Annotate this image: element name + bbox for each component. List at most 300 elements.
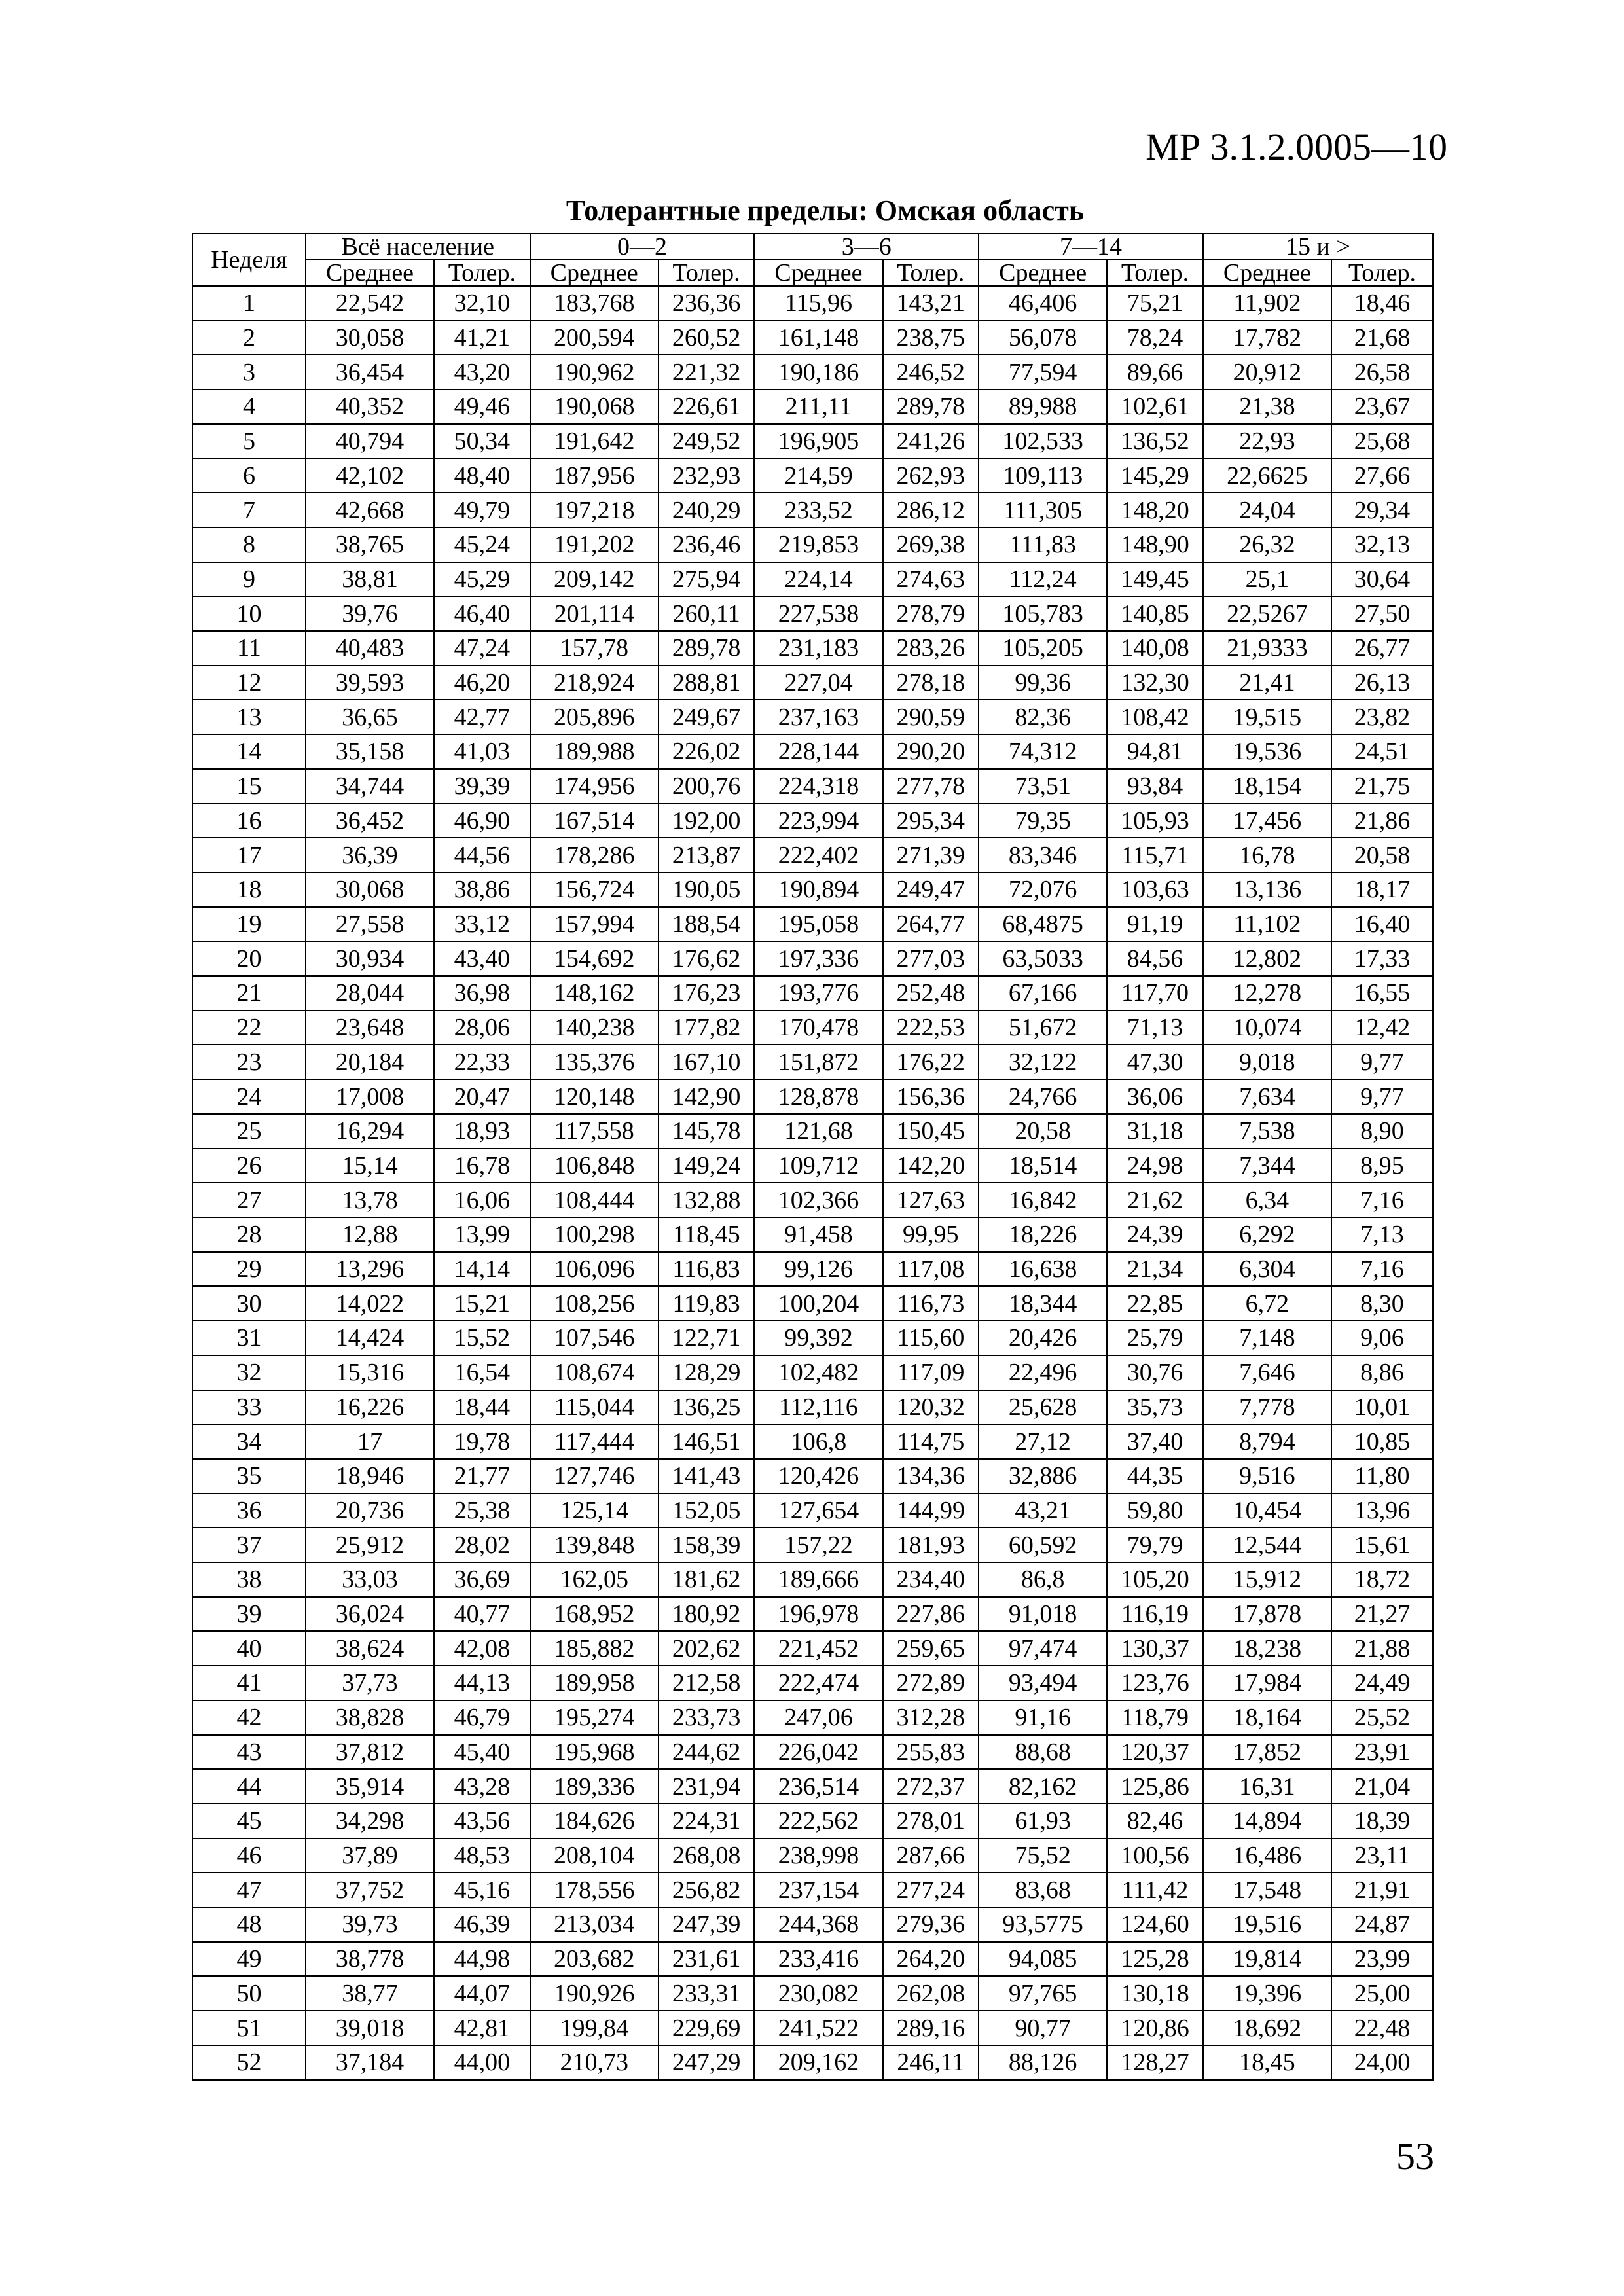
table-cell: 190,894 (754, 872, 882, 907)
table-cell: 120,37 (1107, 1735, 1203, 1770)
sub-header-cell: Среднее (530, 260, 659, 286)
table-cell: 139,848 (530, 1528, 659, 1562)
table-cell: 37,73 (306, 1666, 434, 1700)
page-number: 53 (1396, 2135, 1434, 2178)
week-cell: 38 (192, 1562, 306, 1597)
table-cell: 88,68 (979, 1735, 1107, 1770)
table-cell: 83,68 (979, 1873, 1107, 1907)
table-cell: 278,01 (883, 1804, 979, 1839)
table-cell: 22,48 (1331, 2011, 1433, 2045)
table-row (192, 1149, 1433, 1183)
table-cell: 89,988 (979, 389, 1107, 424)
table-cell: 145,78 (659, 1114, 755, 1149)
table-cell: 190,186 (754, 355, 882, 389)
table-cell: 22,542 (306, 286, 434, 321)
sub-header-cell: Толер. (1331, 260, 1433, 286)
table-cell: 156,36 (883, 1079, 979, 1114)
table-cell: 145,29 (1107, 459, 1203, 493)
table-cell: 25,00 (1331, 1976, 1433, 2011)
table-cell: 6,34 (1203, 1183, 1331, 1217)
table-row (192, 2011, 1433, 2045)
table-cell: 226,61 (659, 389, 755, 424)
table-cell: 115,044 (530, 1390, 659, 1425)
table-cell: 193,776 (754, 976, 882, 1011)
table-cell: 27,50 (1331, 596, 1433, 631)
table-cell: 108,42 (1107, 700, 1203, 734)
table-cell: 13,99 (434, 1217, 530, 1252)
table-cell: 105,20 (1107, 1562, 1203, 1597)
week-cell: 28 (192, 1217, 306, 1252)
table-cell: 75,21 (1107, 286, 1203, 321)
table-cell: 277,03 (883, 941, 979, 976)
table-cell: 219,853 (754, 528, 882, 562)
table-cell: 37,40 (1107, 1424, 1203, 1459)
table-cell: 249,67 (659, 700, 755, 734)
table-cell: 262,08 (883, 1976, 979, 2011)
sub-header-cell: Среднее (979, 260, 1107, 286)
table-cell: 183,768 (530, 286, 659, 321)
week-cell: 50 (192, 1976, 306, 2011)
table-cell: 83,346 (979, 838, 1107, 872)
table-cell: 18,46 (1331, 286, 1433, 321)
table-cell: 74,312 (979, 734, 1107, 769)
table-cell: 19,814 (1203, 1942, 1331, 1977)
table-cell: 10,074 (1203, 1011, 1331, 1045)
table-cell: 157,994 (530, 907, 659, 942)
table-cell: 40,483 (306, 631, 434, 666)
table-cell: 36,69 (434, 1562, 530, 1597)
table-cell: 16,486 (1203, 1839, 1331, 1873)
table-row (192, 1907, 1433, 1942)
table-row (192, 976, 1433, 1011)
table-cell: 176,23 (659, 976, 755, 1011)
table-row (192, 734, 1433, 769)
table-cell: 17 (306, 1424, 434, 1459)
sub-header-cell: Толер. (883, 260, 979, 286)
table-cell: 149,45 (1107, 562, 1203, 597)
table-cell: 191,202 (530, 528, 659, 562)
table-cell: 117,08 (883, 1252, 979, 1287)
table-cell: 140,08 (1107, 631, 1203, 666)
week-cell: 21 (192, 976, 306, 1011)
table-cell: 20,47 (434, 1079, 530, 1114)
week-cell: 46 (192, 1839, 306, 1873)
table-row (192, 1424, 1433, 1459)
table-cell: 36,65 (306, 700, 434, 734)
table-cell: 278,79 (883, 596, 979, 631)
table-cell: 17,008 (306, 1079, 434, 1114)
table-cell: 148,162 (530, 976, 659, 1011)
table-cell: 208,104 (530, 1839, 659, 1873)
table-cell: 16,78 (434, 1149, 530, 1183)
table-cell: 118,79 (1107, 1700, 1203, 1735)
table-row (192, 1804, 1433, 1839)
table-cell: 149,24 (659, 1149, 755, 1183)
table-cell: 38,77 (306, 1976, 434, 2011)
table-cell: 79,79 (1107, 1528, 1203, 1562)
table-cell: 109,113 (979, 459, 1107, 493)
table-cell: 260,52 (659, 321, 755, 355)
table-cell: 102,61 (1107, 389, 1203, 424)
table-cell: 13,296 (306, 1252, 434, 1287)
week-cell: 12 (192, 666, 306, 700)
table-cell: 93,84 (1107, 769, 1203, 804)
table-row (192, 1631, 1433, 1666)
table-row (192, 838, 1433, 872)
table-cell: 28,02 (434, 1528, 530, 1562)
table-cell: 227,86 (883, 1597, 979, 1632)
table-cell: 236,46 (659, 528, 755, 562)
table-cell: 91,458 (754, 1217, 882, 1252)
table-cell: 12,544 (1203, 1528, 1331, 1562)
table-cell: 213,034 (530, 1907, 659, 1942)
week-cell: 32 (192, 1355, 306, 1390)
table-cell: 117,70 (1107, 976, 1203, 1011)
table-cell: 120,32 (883, 1390, 979, 1425)
table-row (192, 1252, 1433, 1287)
table-cell: 23,648 (306, 1011, 434, 1045)
table-row (192, 1839, 1433, 1873)
table-row (192, 631, 1433, 666)
table-cell: 34,744 (306, 769, 434, 804)
table-cell: 44,98 (434, 1942, 530, 1977)
table-cell: 23,99 (1331, 1942, 1433, 1977)
table-cell: 157,78 (530, 631, 659, 666)
table-cell: 38,778 (306, 1942, 434, 1977)
week-cell: 16 (192, 804, 306, 838)
table-cell: 31,18 (1107, 1114, 1203, 1149)
table-cell: 274,63 (883, 562, 979, 597)
table-cell: 177,82 (659, 1011, 755, 1045)
table-cell: 36,024 (306, 1597, 434, 1632)
table-cell: 6,304 (1203, 1252, 1331, 1287)
table-cell: 249,47 (883, 872, 979, 907)
table-cell: 16,31 (1203, 1769, 1331, 1804)
table-cell: 23,91 (1331, 1735, 1433, 1770)
table-cell: 22,5267 (1203, 596, 1331, 631)
table-cell: 105,93 (1107, 804, 1203, 838)
table-cell: 229,69 (659, 2011, 755, 2045)
table-cell: 84,56 (1107, 941, 1203, 976)
table-cell: 61,93 (979, 1804, 1107, 1839)
week-cell: 8 (192, 528, 306, 562)
table-cell: 106,8 (754, 1424, 882, 1459)
table-cell: 15,61 (1331, 1528, 1433, 1562)
week-cell: 52 (192, 2045, 306, 2080)
table-row (192, 1011, 1433, 1045)
table-cell: 283,26 (883, 631, 979, 666)
table-cell: 42,81 (434, 2011, 530, 2045)
table-cell: 200,594 (530, 321, 659, 355)
table-cell: 178,556 (530, 1873, 659, 1907)
table-cell: 176,62 (659, 941, 755, 976)
table-cell: 15,316 (306, 1355, 434, 1390)
week-cell: 6 (192, 459, 306, 493)
table-cell: 7,646 (1203, 1355, 1331, 1390)
table-cell: 30,76 (1107, 1355, 1203, 1390)
table-cell: 15,21 (434, 1286, 530, 1321)
table-cell: 244,368 (754, 1907, 882, 1942)
week-cell: 43 (192, 1735, 306, 1770)
table-cell: 100,298 (530, 1217, 659, 1252)
table-cell: 22,33 (434, 1045, 530, 1079)
table-cell: 51,672 (979, 1011, 1107, 1045)
table-row (192, 1079, 1433, 1114)
table-cell: 21,41 (1203, 666, 1331, 700)
table-cell: 39,73 (306, 1907, 434, 1942)
table-row (192, 1114, 1433, 1149)
table-cell: 130,18 (1107, 1976, 1203, 2011)
table-cell: 16,54 (434, 1355, 530, 1390)
table-cell: 42,77 (434, 700, 530, 734)
table-row (192, 1321, 1433, 1355)
table-cell: 246,11 (883, 2045, 979, 2080)
table-cell: 170,478 (754, 1011, 882, 1045)
table-row (192, 1735, 1433, 1770)
table-cell: 222,474 (754, 1666, 882, 1700)
table-cell: 191,642 (530, 424, 659, 459)
week-cell: 27 (192, 1183, 306, 1217)
table-cell: 227,538 (754, 596, 882, 631)
table-cell: 115,60 (883, 1321, 979, 1355)
table-cell: 20,912 (1203, 355, 1331, 389)
table-cell: 231,61 (659, 1942, 755, 1977)
table-cell: 25,628 (979, 1390, 1107, 1425)
table-cell: 264,20 (883, 1942, 979, 1977)
table-cell: 35,158 (306, 734, 434, 769)
table-cell: 222,53 (883, 1011, 979, 1045)
table-cell: 120,148 (530, 1079, 659, 1114)
table-cell: 125,28 (1107, 1942, 1203, 1977)
table-row (192, 562, 1433, 597)
table-cell: 125,86 (1107, 1769, 1203, 1804)
table-cell: 20,184 (306, 1045, 434, 1079)
table-cell: 18,17 (1331, 872, 1433, 907)
table-cell: 14,424 (306, 1321, 434, 1355)
table-cell: 18,692 (1203, 2011, 1331, 2045)
week-cell: 20 (192, 941, 306, 976)
week-cell: 24 (192, 1079, 306, 1114)
table-cell: 25,68 (1331, 424, 1433, 459)
table-cell: 178,286 (530, 838, 659, 872)
table-cell: 39,39 (434, 769, 530, 804)
table-cell: 233,73 (659, 1700, 755, 1735)
table-cell: 295,34 (883, 804, 979, 838)
table-row (192, 528, 1433, 562)
table-cell: 97,474 (979, 1631, 1107, 1666)
table-cell: 18,164 (1203, 1700, 1331, 1735)
table-cell: 209,142 (530, 562, 659, 597)
table-row (192, 1942, 1433, 1977)
table-cell: 23,67 (1331, 389, 1433, 424)
table-cell: 238,75 (883, 321, 979, 355)
table-cell: 41,21 (434, 321, 530, 355)
table-cell: 40,352 (306, 389, 434, 424)
table-cell: 17,984 (1203, 1666, 1331, 1700)
table-cell: 272,37 (883, 1769, 979, 1804)
table-cell: 224,31 (659, 1804, 755, 1839)
table-cell: 9,018 (1203, 1045, 1331, 1079)
table-row (192, 1286, 1433, 1321)
table-cell: 45,24 (434, 528, 530, 562)
table-cell: 11,902 (1203, 286, 1331, 321)
table-cell: 7,344 (1203, 1149, 1331, 1183)
table-cell: 20,58 (1331, 838, 1433, 872)
group-header: Всё население (306, 234, 530, 260)
table-cell: 46,40 (434, 596, 530, 631)
table-cell: 43,20 (434, 355, 530, 389)
table-cell: 25,79 (1107, 1321, 1203, 1355)
table-cell: 111,305 (979, 493, 1107, 528)
table-cell: 82,36 (979, 700, 1107, 734)
table-cell: 111,83 (979, 528, 1107, 562)
table-cell: 36,454 (306, 355, 434, 389)
table-cell: 102,366 (754, 1183, 882, 1217)
table-cell: 71,13 (1107, 1011, 1203, 1045)
table-cell: 222,562 (754, 1804, 882, 1839)
week-cell: 2 (192, 321, 306, 355)
table-cell: 32,10 (434, 286, 530, 321)
table-cell: 125,14 (530, 1494, 659, 1528)
table-row (192, 321, 1433, 355)
table-cell: 89,66 (1107, 355, 1203, 389)
table-cell: 260,11 (659, 596, 755, 631)
table-cell: 201,114 (530, 596, 659, 631)
table-cell: 151,872 (754, 1045, 882, 1079)
week-cell: 3 (192, 355, 306, 389)
table-cell: 72,076 (979, 872, 1107, 907)
table-cell: 16,78 (1203, 838, 1331, 872)
table-cell: 33,12 (434, 907, 530, 942)
table-cell: 213,87 (659, 838, 755, 872)
table-cell: 82,162 (979, 1769, 1107, 1804)
table-cell: 23,82 (1331, 700, 1433, 734)
table-cell: 221,32 (659, 355, 755, 389)
sub-header-cell: Среднее (306, 260, 434, 286)
table-cell: 13,136 (1203, 872, 1331, 907)
table-cell: 16,40 (1331, 907, 1433, 942)
table-cell: 244,62 (659, 1735, 755, 1770)
table-cell: 27,558 (306, 907, 434, 942)
table-cell: 233,52 (754, 493, 882, 528)
table-cell: 29,34 (1331, 493, 1433, 528)
table-cell: 68,4875 (979, 907, 1107, 942)
table-cell: 77,594 (979, 355, 1107, 389)
table-cell: 195,274 (530, 1700, 659, 1735)
table-cell: 174,956 (530, 769, 659, 804)
table-cell: 26,58 (1331, 355, 1433, 389)
table-cell: 120,86 (1107, 2011, 1203, 2045)
table-cell: 45,16 (434, 1873, 530, 1907)
table-cell: 8,86 (1331, 1355, 1433, 1390)
table-row (192, 666, 1433, 700)
table-cell: 209,162 (754, 2045, 882, 2080)
table-cell: 24,766 (979, 1079, 1107, 1114)
table-cell: 264,77 (883, 907, 979, 942)
table-cell: 8,90 (1331, 1114, 1433, 1149)
table-cell: 130,37 (1107, 1631, 1203, 1666)
table-cell: 289,78 (659, 631, 755, 666)
table-cell: 33,03 (306, 1562, 434, 1597)
table-cell: 36,39 (306, 838, 434, 872)
table-cell: 94,085 (979, 1942, 1107, 1977)
table-cell: 15,14 (306, 1149, 434, 1183)
week-cell: 22 (192, 1011, 306, 1045)
sub-header-cell: Толер. (434, 260, 530, 286)
group-header: 7—14 (979, 234, 1203, 260)
table-cell: 22,85 (1107, 1286, 1203, 1321)
table-cell: 223,994 (754, 804, 882, 838)
table-cell: 162,05 (530, 1562, 659, 1597)
table-cell: 44,13 (434, 1666, 530, 1700)
table-cell: 17,456 (1203, 804, 1331, 838)
table-cell: 24,51 (1331, 734, 1433, 769)
table-row (192, 1769, 1433, 1804)
table-cell: 289,16 (883, 2011, 979, 2045)
table-cell: 247,29 (659, 2045, 755, 2080)
table-cell: 226,02 (659, 734, 755, 769)
table-row (192, 1045, 1433, 1079)
table-cell: 233,416 (754, 1942, 882, 1977)
table-cell: 196,978 (754, 1597, 882, 1632)
week-cell: 29 (192, 1252, 306, 1287)
table-cell: 93,5775 (979, 1907, 1107, 1942)
table-cell: 16,06 (434, 1183, 530, 1217)
table-cell: 12,42 (1331, 1011, 1433, 1045)
table-cell: 39,018 (306, 2011, 434, 2045)
table-cell: 22,6625 (1203, 459, 1331, 493)
table-cell: 41,03 (434, 734, 530, 769)
table-cell: 8,794 (1203, 1424, 1331, 1459)
table-row (192, 1390, 1433, 1425)
table-cell: 37,752 (306, 1873, 434, 1907)
table-cell: 63,5033 (979, 941, 1107, 976)
table-cell: 24,04 (1203, 493, 1331, 528)
table-cell: 246,52 (883, 355, 979, 389)
table-cell: 262,93 (883, 459, 979, 493)
table-cell: 112,116 (754, 1390, 882, 1425)
table-cell: 211,11 (754, 389, 882, 424)
table-cell: 14,894 (1203, 1804, 1331, 1839)
table-cell: 24,49 (1331, 1666, 1433, 1700)
table-cell: 190,962 (530, 355, 659, 389)
table-cell: 78,24 (1107, 321, 1203, 355)
table-cell: 199,84 (530, 2011, 659, 2045)
table-cell: 112,24 (979, 562, 1107, 597)
table-cell: 11,102 (1203, 907, 1331, 942)
sub-header-cell: Среднее (754, 260, 882, 286)
table-cell: 200,76 (659, 769, 755, 804)
table-cell: 18,514 (979, 1149, 1107, 1183)
table-cell: 93,494 (979, 1666, 1107, 1700)
table-cell: 44,00 (434, 2045, 530, 2080)
table-cell: 161,148 (754, 321, 882, 355)
table-cell: 28,06 (434, 1011, 530, 1045)
table-cell: 19,78 (434, 1424, 530, 1459)
table-cell: 256,82 (659, 1873, 755, 1907)
table-title: Толерантные пределы: Омская область (566, 194, 1085, 226)
table-cell: 15,52 (434, 1321, 530, 1355)
table-cell: 288,81 (659, 666, 755, 700)
table-cell: 136,25 (659, 1390, 755, 1425)
table-cell: 14,14 (434, 1252, 530, 1287)
table-cell: 16,226 (306, 1390, 434, 1425)
table-cell: 106,848 (530, 1149, 659, 1183)
table-cell: 90,77 (979, 2011, 1107, 2045)
table-cell: 99,126 (754, 1252, 882, 1287)
table-cell: 16,55 (1331, 976, 1433, 1011)
week-cell: 23 (192, 1045, 306, 1079)
